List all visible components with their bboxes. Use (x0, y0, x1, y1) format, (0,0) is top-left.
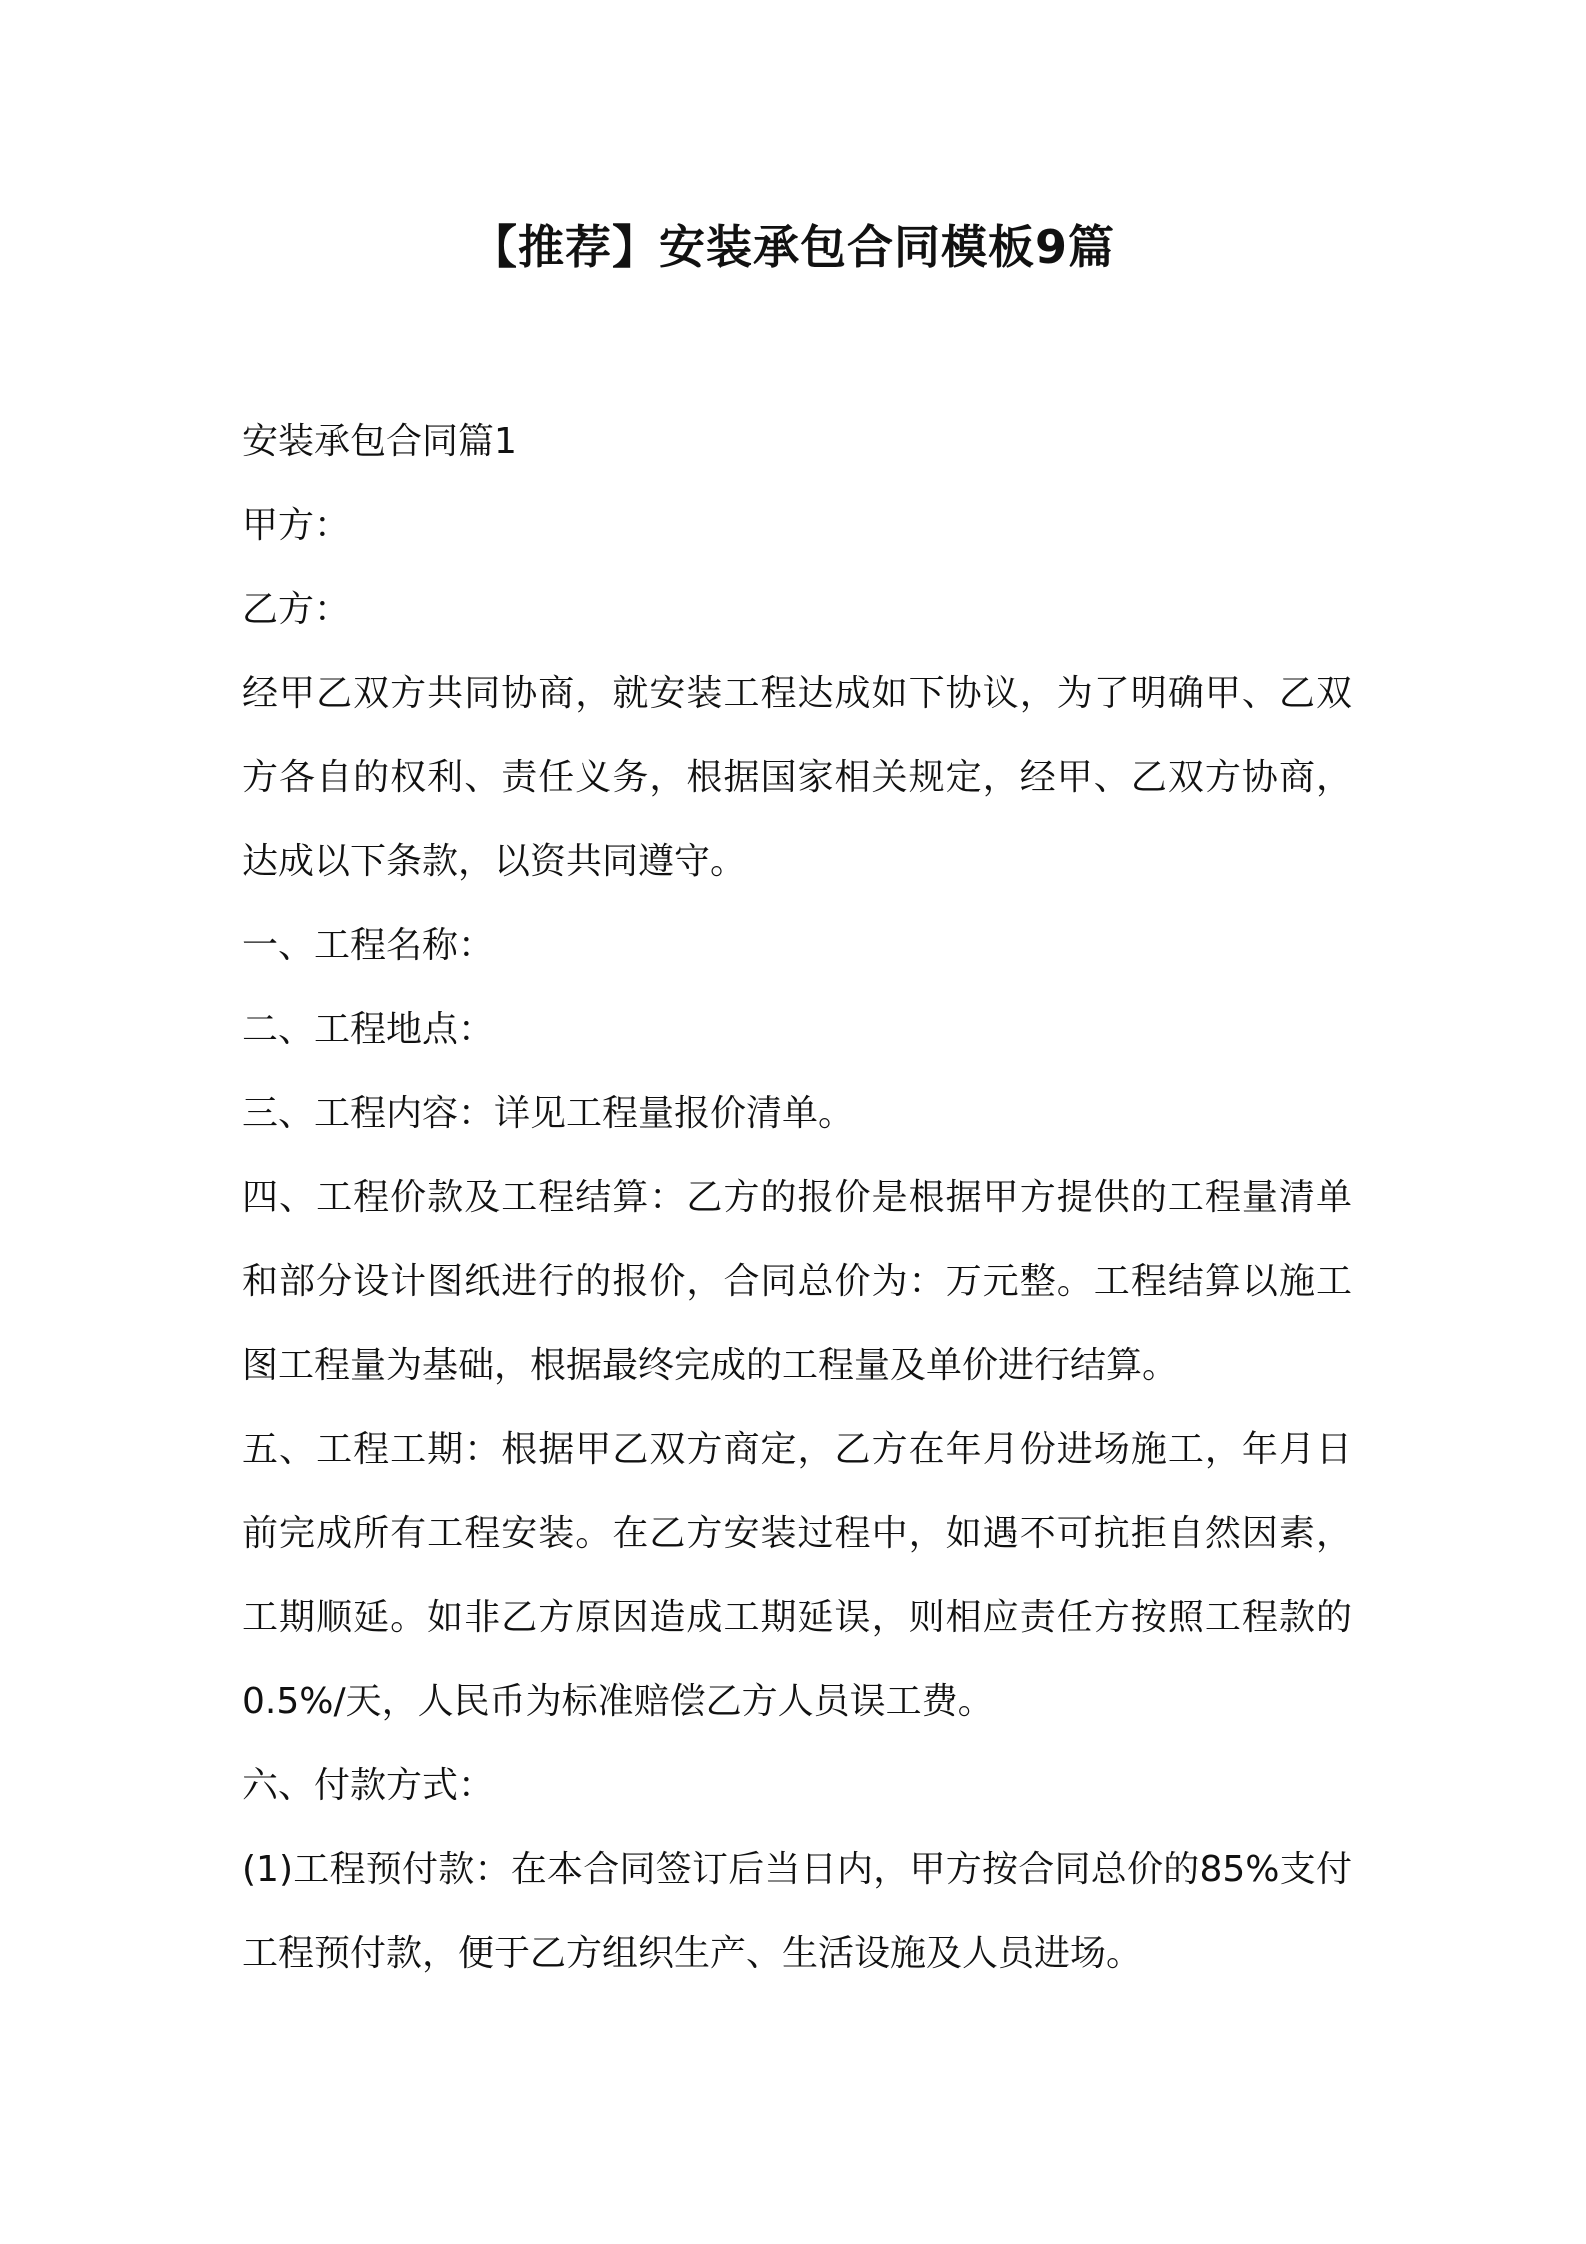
clause-project-content: 三、工程内容：详见工程量报价清单。 (242, 1093, 855, 1134)
clause-project-location: 二、工程地点： (242, 1009, 495, 1050)
party-a-line: 甲方： (242, 505, 351, 546)
document-body (242, 400, 1352, 1996)
document-title: 【推荐】安装承包合同模板9篇 (470, 220, 1115, 274)
clause-payment-method: 六、付款方式： (242, 1765, 495, 1806)
clause-construction-period: 五、工程工期：根据甲乙双方商定，乙方在年月份进场施工，年月日前完成所有工程安装。在乙方安装过程中，如遇不可抗拒自然因素，工期顺延。如非乙方原因造成工期延误，则相应责任方按照工程款的0.5%/天，人民币为标准赔偿乙方人员误工费。 (242, 1429, 1352, 1722)
section-heading: 安装承包合同篇1 (242, 421, 517, 462)
clause-project-name: 一、工程名称： (242, 925, 495, 966)
party-b-line: 乙方： (242, 589, 351, 630)
preamble-paragraph: 经甲乙双方共同协商，就安装工程达成如下协议，为了明确甲、乙双方各自的权利、责任义务，根据国家相关规定，经甲、乙双方协商，达成以下条款，以资共同遵守。 (242, 673, 1352, 882)
clause-advance-payment: (1)工程预付款：在本合同签订后当日内，甲方按合同总价的85%支付工程预付款，便于乙方组织生产、生活设施及人员进场。 (242, 1849, 1352, 1974)
clause-price-settlement: 四、工程价款及工程结算：乙方的报价是根据甲方提供的工程量清单和部分设计图纸进行的报价，合同总价为：万元整。工程结算以施工图工程量为基础，根据最终完成的工程量及单价进行结算。 (242, 1177, 1352, 1386)
